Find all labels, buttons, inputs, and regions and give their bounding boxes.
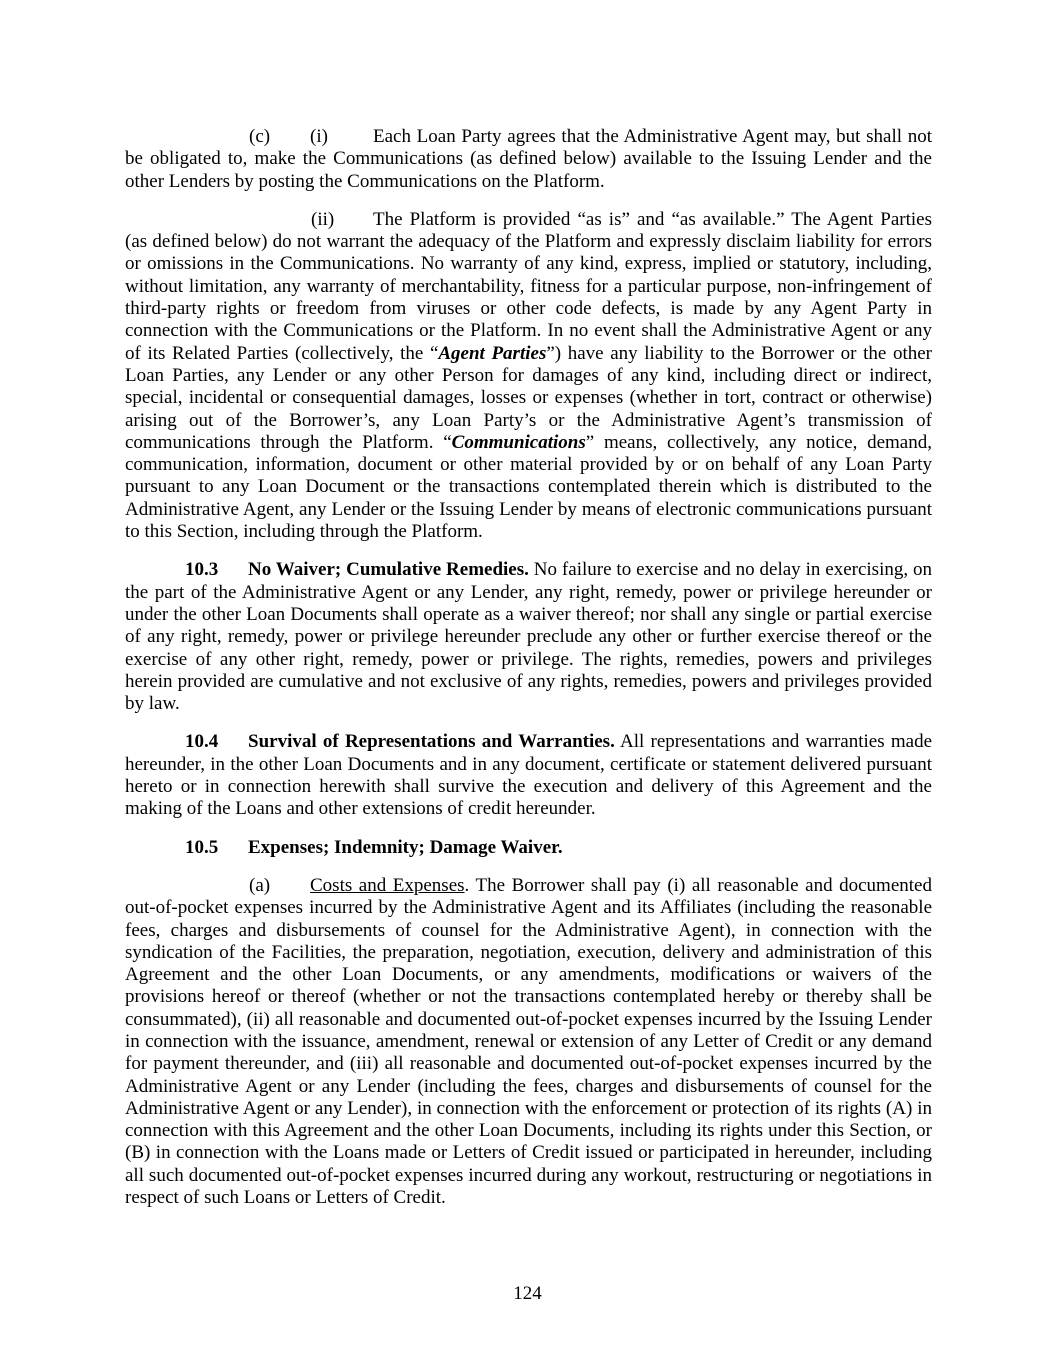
- clause-marker-a: (a): [249, 874, 271, 896]
- clause-marker-c: (c): [249, 126, 271, 147]
- section-text: All representations and warranties made hereunder, in the other Loan Documents and in any document, certificate or statement delivered pursuant hereto or in connection herewith shall survive the execution and delivery of this Agreement and the making of the Loans and other extensions of credit hereunder.: [125, 731, 932, 820]
- section-10-3: [125, 559, 932, 715]
- page-number: 124: [513, 1283, 542, 1304]
- section-text: No failure to exercise and no delay in exercising, on the part of the Administrative Agent or any Lender, any right, remedy, power or privilege hereunder or under the other Loan Documents shall operate as a waiver thereof; nor shall any single or partial exercise of any right, remedy, power or privilege hereunder preclude any other or further exercise thereof or the exercise of any other right, remedy, power or privilege. The rights, remedies, powers and privileges herein provided are cumulative and not exclusive of any rights, remedies, powers and privileges provided by law.: [125, 559, 933, 715]
- section-heading: Expenses; Indemnity; Damage Waiver.: [248, 836, 563, 858]
- section-number: 10.4: [185, 731, 219, 753]
- section-10-4: [125, 731, 932, 820]
- defined-term-communications: Communications: [451, 431, 586, 453]
- document-body: [125, 126, 932, 1225]
- clause-marker-ii: (ii): [311, 208, 335, 230]
- paragraph-text: ”) have any liability to the Borrower or the other Loan Parties, any Lender or any other Person for damages of any kind, including direct or indirect, special, incidental or consequential damages, losses or expenses (whether in tort, contract or otherwise) arising out of the Borrower’s, any Loan Party’s or the Administrative Agent’s transmission of communications through the Platform. “: [125, 342, 932, 453]
- paragraph-text: ” means, collectively, any notice, demand, communication, information, document or other material provided by or on behalf of any Loan Party pursuant to any Loan Document or the transactions contemplated therein which is distributed to the Administrative Agent, any Lender or the Issuing Lender by means of electronic communications pursuant to this Section, including through the Platform.: [125, 431, 932, 543]
- defined-term-agent-parties: Agent Parties: [438, 342, 547, 364]
- paragraph-c-i: [125, 126, 932, 193]
- section-heading: Survival of Representations and Warranties.: [248, 731, 615, 753]
- clause-marker-i: (i): [310, 126, 328, 147]
- paragraph-a: [125, 875, 932, 1209]
- paragraph-text: . The Borrower shall pay (i) all reasonable and documented out-of-pocket expenses incurred by the Administrative Agent and its Affiliates (including the reasonable fees, charges and disbursements of counsel for the Administrative Agent), in connection with the syndication of the Facilities, the preparation, negotiation, execution, delivery and administration of this Agreement and the other Loan Documents, or any amendments, modifications or waivers of the provisions hereof or thereof (whether or not the transactions contemplated hereby or thereby shall be consummated), (ii) all reasonable and documented out-of-pocket expenses incurred by the Issuing Lender in connection with the issuance, amendment, renewal or extension of any Letter of Credit or any demand for payment thereunder, and (iii) all reasonable and documented out-of-pocket expenses incurred by the Administrative Agent or any Lender (including the fees, charges and disbursements of counsel for the Administrative Agent or any Lender), in connection with the enforcement or protection of its rights (A) in connection with this Agreement and the other Loan Documents, including its rights under this Section, or (B) in connection with the Loans made or Letters of Credit issued or participated in hereunder, including all such documented out-of-pocket expenses incurred during any workout, restructuring or negotiations in respect of such Loans or Letters of Credit.: [125, 874, 932, 1209]
- section-heading: No Waiver; Cumulative Remedies.: [248, 559, 529, 581]
- section-10-5: [125, 837, 932, 859]
- paragraph-text: Each Loan Party agrees that the Administrative Agent may, but shall not be obligated to, make the Communications (as defined below) available to the Issuing Lender and the other Lenders by posting the Communications on the Platform.: [125, 126, 932, 192]
- paragraph-ii: [125, 209, 932, 543]
- clause-title-costs-and-expenses: Costs and Expenses: [310, 874, 465, 896]
- paragraph-text: The Platform is provided “as is” and “as available.” The Agent Parties (as defined below) do not warrant the adequacy of the Platform and expressly disclaim liability for errors or omissions in the Communications. No warranty of any kind, express, implied or statutory, including, without limitation, any warranty of merchantability, fitness for a particular purpose, non-infringement of third-party rights or freedom from viruses or other code defects, is made by any Agent Party in connection with the Communications or the Platform. In no event shall the Administrative Agent or any of its Related Parties (collectively, the “: [125, 208, 932, 364]
- section-number: 10.3: [185, 559, 219, 581]
- section-number: 10.5: [185, 836, 219, 858]
